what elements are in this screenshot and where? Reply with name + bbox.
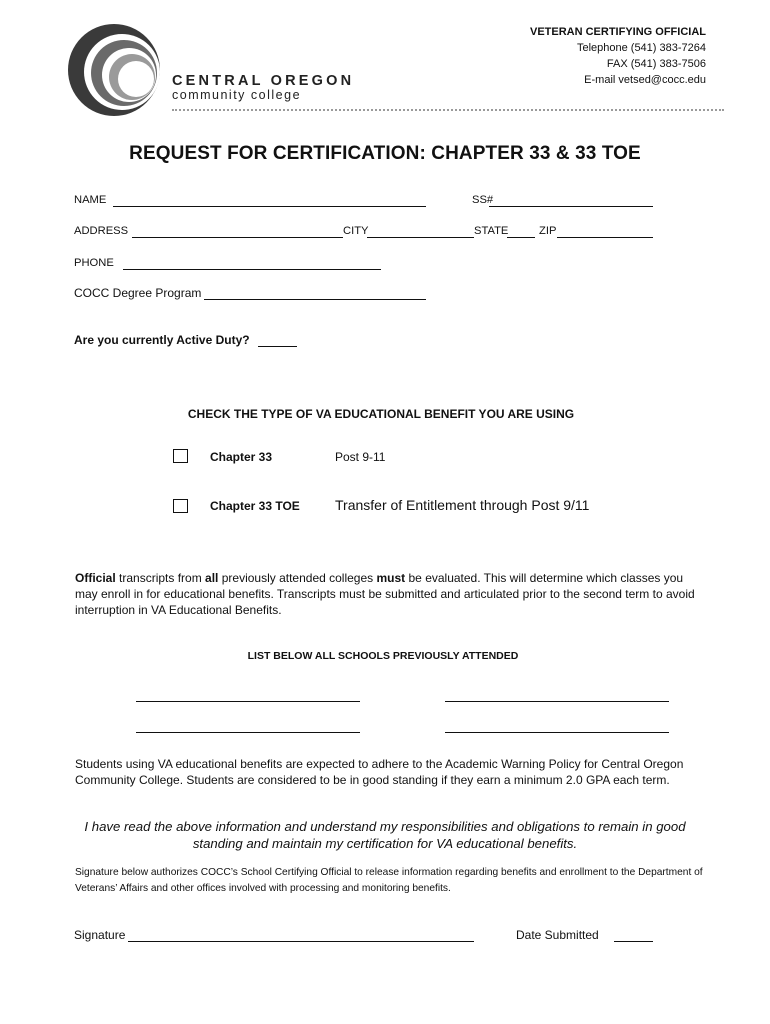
- logo-subtitle: community college: [172, 88, 302, 102]
- ss-label: SS#: [472, 194, 494, 206]
- chapter-33-label: Chapter 33: [210, 450, 273, 464]
- academic-policy-paragraph: Students using VA educational benefits are expected to adhere to the Academic Warning Policy for Central Oregon Community College. Students are considered to be in good standing if they earn a minimum 2.0 GPA each term.: [75, 757, 684, 787]
- zip-label: ZIP: [539, 225, 557, 237]
- name-field[interactable]: [113, 206, 426, 207]
- school-field-2[interactable]: [445, 701, 669, 702]
- contact-block: [530, 24, 706, 88]
- chapter-33-toe-description: Transfer of Entitlement through Post 9/11: [335, 497, 590, 513]
- contact-telephone: Telephone (541) 383-7264: [576, 42, 706, 54]
- school-field-4[interactable]: [445, 732, 669, 733]
- official-emphasis: Official: [75, 571, 116, 585]
- contact-heading: VETERAN CERTIFYING OFFICIAL: [530, 26, 706, 38]
- must-emphasis: must: [376, 571, 406, 585]
- signature-field[interactable]: [128, 941, 474, 942]
- schools-heading: LIST BELOW ALL SCHOOLS PREVIOUSLY ATTENDED: [247, 650, 519, 662]
- address-label: ADDRESS: [74, 225, 129, 237]
- date-submitted-field[interactable]: [614, 941, 653, 942]
- contact-email[interactable]: E-mail vetsed@cocc.edu: [584, 74, 706, 86]
- page-title: REQUEST FOR CERTIFICATION: CHAPTER 33 & 33 TOE: [129, 143, 641, 164]
- cocc-logo-icon: [66, 22, 162, 118]
- date-submitted-label: Date Submitted: [516, 928, 599, 942]
- logo-name: CENTRAL OREGON: [172, 73, 355, 89]
- city-field[interactable]: [367, 237, 474, 238]
- degree-field[interactable]: [204, 299, 426, 300]
- benefit-heading: CHECK THE TYPE OF VA EDUCATIONAL BENEFIT YOU ARE USING: [187, 407, 575, 421]
- authorization-statement: Signature below authorizes COCC’s School Certifying Official to release information regarding benefits and enrollment to the Department of Veterans’ Affairs and other offices involved with processing and monitoring benefits.: [75, 867, 703, 894]
- state-label: STATE: [474, 225, 509, 237]
- name-label: NAME: [74, 194, 107, 206]
- city-label: CITY: [343, 225, 369, 237]
- chapter-33-description: Post 9-11: [335, 450, 386, 464]
- ss-field[interactable]: [489, 206, 653, 207]
- active-duty-field[interactable]: [258, 346, 297, 347]
- contact-fax: FAX (541) 383-7506: [606, 58, 706, 70]
- chapter-33-toe-checkbox[interactable]: [173, 499, 188, 513]
- school-field-1[interactable]: [136, 701, 360, 702]
- header-divider: [172, 109, 724, 111]
- degree-label: COCC Degree Program: [74, 286, 202, 300]
- signature-label: Signature: [74, 928, 126, 942]
- chapter-33-checkbox[interactable]: [173, 449, 188, 463]
- address-field[interactable]: [132, 237, 343, 238]
- all-emphasis: all: [205, 571, 219, 585]
- transcripts-paragraph: Official transcripts from all previously attended colleges must be evaluated. This will determine which classes you may enroll in for educational benefits. Transcripts must be submitted and articulated prior to the second term to avoid interruption in VA Educational Benefits.: [75, 571, 695, 617]
- state-field[interactable]: [507, 237, 535, 238]
- acknowledgement-statement: I have read the above information and understand my responsibilities and obligations to remain in good standing and maintain my certification for VA educational benefits.: [84, 819, 686, 851]
- phone-label: PHONE: [74, 257, 114, 269]
- phone-field[interactable]: [123, 269, 381, 270]
- school-field-3[interactable]: [136, 732, 360, 733]
- zip-field[interactable]: [557, 237, 653, 238]
- active-duty-label: Are you currently Active Duty?: [74, 333, 250, 347]
- chapter-33-toe-label: Chapter 33 TOE: [210, 499, 300, 513]
